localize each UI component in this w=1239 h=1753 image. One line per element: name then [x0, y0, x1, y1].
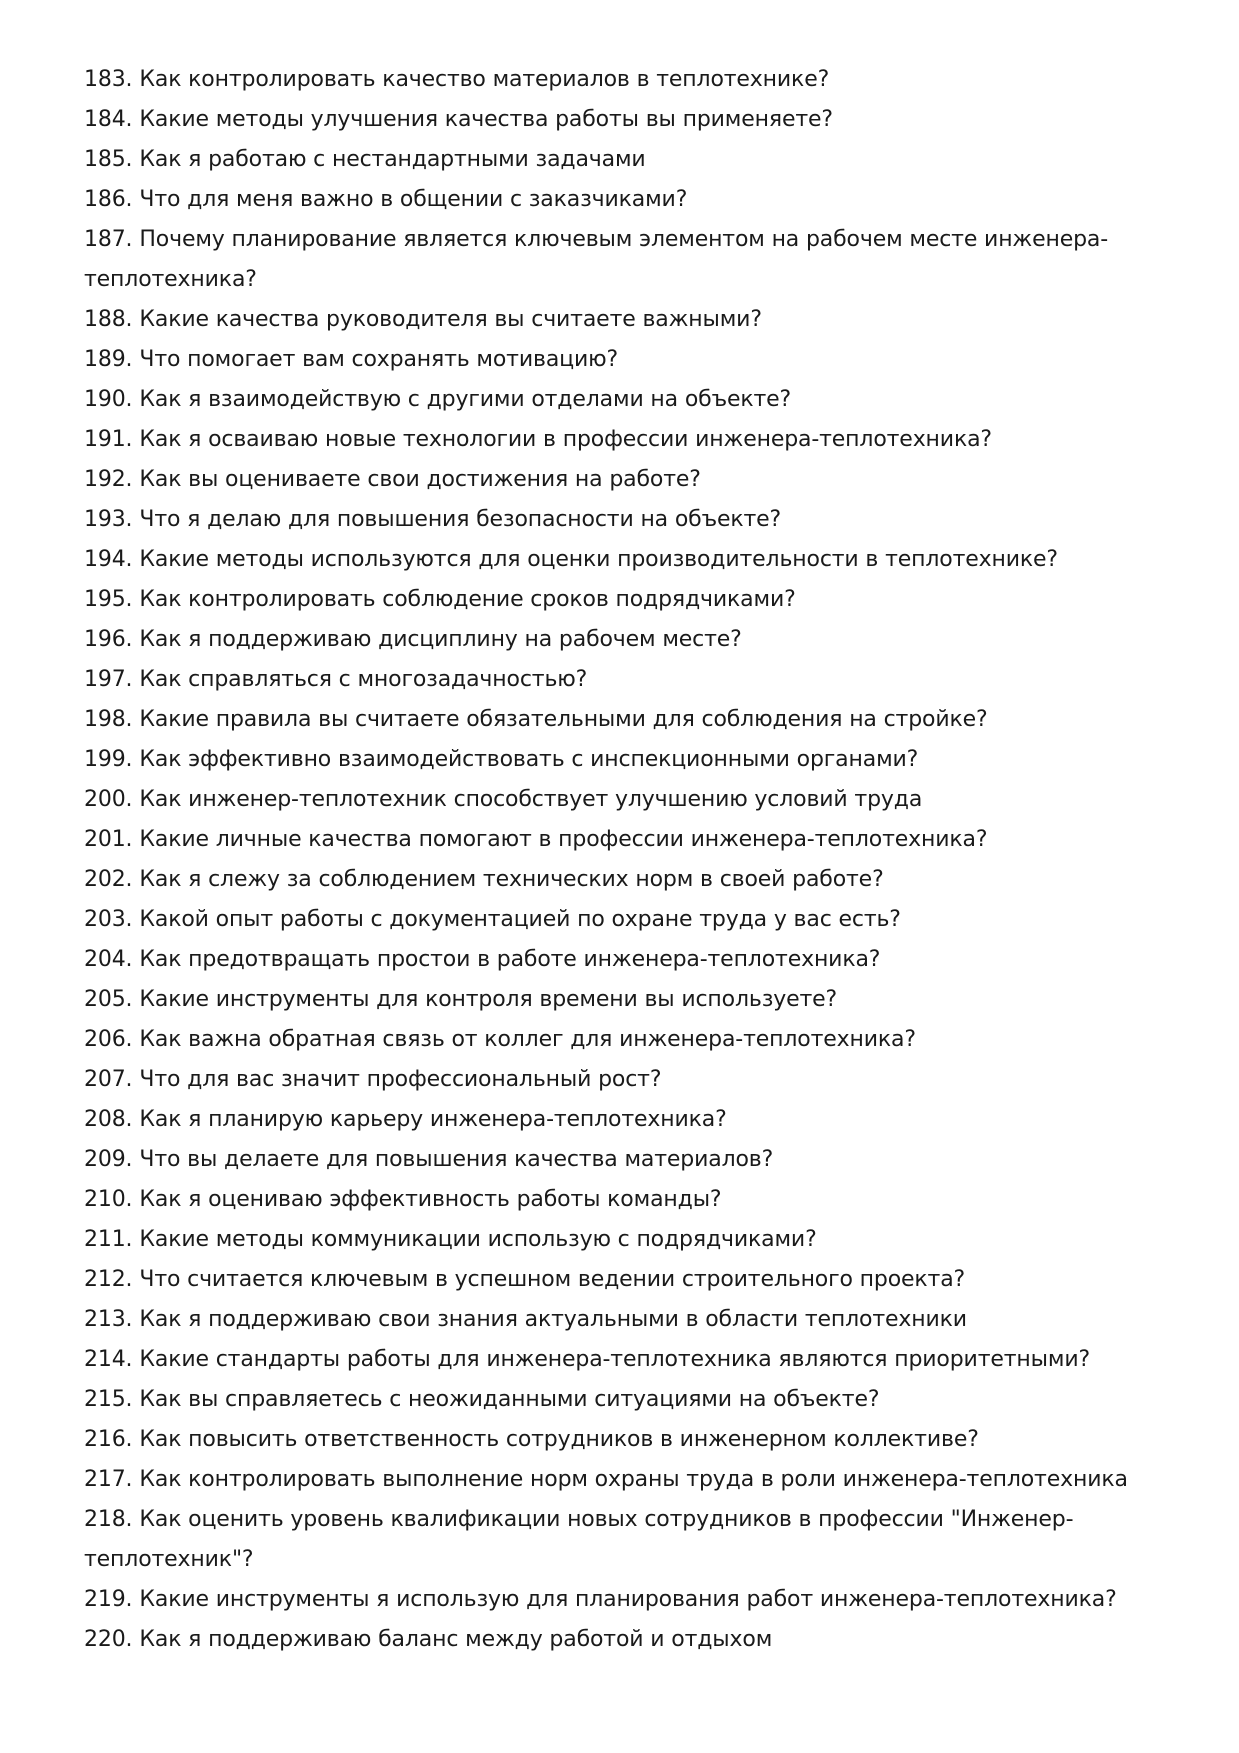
item-number: 196. — [84, 627, 133, 652]
list-item — [84, 580, 1164, 620]
item-number: 217. — [84, 1467, 133, 1492]
item-number: 188. — [84, 307, 133, 332]
item-text: Какие инструменты для контроля времени вы используете? — [139, 987, 838, 1012]
item-number: 195. — [84, 587, 133, 612]
item-text: Как я осваиваю новые технологии в профессии инженера-теплотехника? — [139, 427, 992, 452]
item-text: Как контролировать соблюдение сроков подрядчиками? — [139, 587, 796, 612]
item-number: 201. — [84, 827, 133, 852]
list-item — [84, 1500, 1164, 1580]
item-text: Что я делаю для повышения безопасности на объекте? — [139, 507, 782, 532]
item-text: Как я поддерживаю дисциплину на рабочем месте? — [139, 627, 742, 652]
item-number: 193. — [84, 507, 133, 532]
list-item — [84, 1100, 1164, 1140]
item-text: Почему планирование является ключевым элементом на рабочем месте инженера-теплотехника? — [84, 227, 1109, 292]
list-item — [84, 420, 1164, 460]
list-item — [84, 1180, 1164, 1220]
item-number: 186. — [84, 187, 133, 212]
list-item — [84, 460, 1164, 500]
item-number: 183. — [84, 67, 133, 92]
list-item — [84, 620, 1164, 660]
list-item — [84, 900, 1164, 940]
item-text: Как я работаю с нестандартными задачами — [139, 147, 646, 172]
list-item — [84, 1220, 1164, 1260]
item-number: 185. — [84, 147, 133, 172]
item-number: 213. — [84, 1307, 133, 1332]
list-item — [84, 1140, 1164, 1180]
item-number: 192. — [84, 467, 133, 492]
item-number: 206. — [84, 1027, 133, 1052]
item-text: Как контролировать качество материалов в теплотехнике? — [139, 67, 830, 92]
item-number: 208. — [84, 1107, 133, 1132]
list-item — [84, 1380, 1164, 1420]
list-item — [84, 180, 1164, 220]
list-item — [84, 940, 1164, 980]
item-text: Какие инструменты я использую для планирования работ инженера-теплотехника? — [139, 1587, 1117, 1612]
list-item — [84, 660, 1164, 700]
item-number: 220. — [84, 1627, 133, 1652]
list-item — [84, 860, 1164, 900]
item-text: Как я поддерживаю баланс между работой и отдыхом — [139, 1627, 773, 1652]
list-item — [84, 540, 1164, 580]
item-number: 191. — [84, 427, 133, 452]
item-number: 207. — [84, 1067, 133, 1092]
list-item — [84, 500, 1164, 540]
item-text: Как вы справляетесь с неожиданными ситуациями на объекте? — [139, 1387, 880, 1412]
item-number: 212. — [84, 1267, 133, 1292]
item-number: 197. — [84, 667, 133, 692]
item-text: Как контролировать выполнение норм охраны труда в роли инженера-теплотехника — [139, 1467, 1128, 1492]
list-item — [84, 1580, 1164, 1620]
list-item — [84, 1460, 1164, 1500]
item-text: Как инженер-теплотехник способствует улучшению условий труда — [139, 787, 923, 812]
item-text: Какие личные качества помогают в профессии инженера-теплотехника? — [139, 827, 988, 852]
item-number: 200. — [84, 787, 133, 812]
list-item — [84, 700, 1164, 740]
item-text: Какие качества руководителя вы считаете важными? — [139, 307, 762, 332]
item-number: 189. — [84, 347, 133, 372]
list-item — [84, 1340, 1164, 1380]
item-number: 216. — [84, 1427, 133, 1452]
item-number: 187. — [84, 227, 133, 252]
item-number: 199. — [84, 747, 133, 772]
list-item — [84, 380, 1164, 420]
item-text: Какие стандарты работы для инженера-теплотехника являются приоритетными? — [139, 1347, 1090, 1372]
item-text: Какие методы улучшения качества работы вы применяете? — [139, 107, 833, 132]
list-item — [84, 100, 1164, 140]
item-number: 211. — [84, 1227, 133, 1252]
item-text: Что помогает вам сохранять мотивацию? — [139, 347, 619, 372]
list-item — [84, 60, 1164, 100]
item-text: Как я взаимодействую с другими отделами на объекте? — [139, 387, 792, 412]
item-text: Какой опыт работы с документацией по охране труда у вас есть? — [139, 907, 901, 932]
item-text: Как я оцениваю эффективность работы команды? — [139, 1187, 722, 1212]
list-item — [84, 820, 1164, 860]
item-text: Как повысить ответственность сотрудников в инженерном коллективе? — [139, 1427, 979, 1452]
list-item — [84, 1020, 1164, 1060]
list-item — [84, 1420, 1164, 1460]
item-number: 202. — [84, 867, 133, 892]
list-item — [84, 1620, 1164, 1660]
item-text: Что для вас значит профессиональный рост? — [139, 1067, 662, 1092]
list-item — [84, 740, 1164, 780]
item-text: Какие методы используются для оценки производительности в теплотехнике? — [139, 547, 1058, 572]
item-text: Что для меня важно в общении с заказчиками? — [139, 187, 688, 212]
list-item — [84, 140, 1164, 180]
list-item — [84, 980, 1164, 1020]
item-number: 190. — [84, 387, 133, 412]
item-number: 219. — [84, 1587, 133, 1612]
list-item — [84, 780, 1164, 820]
item-number: 205. — [84, 987, 133, 1012]
list-item — [84, 220, 1164, 300]
item-number: 209. — [84, 1147, 133, 1172]
item-number: 204. — [84, 947, 133, 972]
list-item — [84, 1300, 1164, 1340]
list-item — [84, 340, 1164, 380]
item-number: 184. — [84, 107, 133, 132]
item-text: Как вы оцениваете свои достижения на работе? — [139, 467, 701, 492]
item-text: Как оценить уровень квалификации новых сотрудников в профессии "Инженер-теплотехник"? — [84, 1507, 1074, 1572]
item-text: Что считается ключевым в успешном ведении строительного проекта? — [139, 1267, 966, 1292]
question-list — [84, 60, 1164, 1660]
list-item — [84, 1260, 1164, 1300]
item-number: 218. — [84, 1507, 133, 1532]
item-number: 214. — [84, 1347, 133, 1372]
item-number: 203. — [84, 907, 133, 932]
item-text: Как я планирую карьеру инженера-теплотехника? — [139, 1107, 727, 1132]
item-text: Как важна обратная связь от коллег для инженера-теплотехника? — [139, 1027, 916, 1052]
item-number: 210. — [84, 1187, 133, 1212]
list-item — [84, 300, 1164, 340]
item-text: Какие методы коммуникации использую с подрядчиками? — [139, 1227, 817, 1252]
item-text: Как я поддерживаю свои знания актуальными в области теплотехники — [139, 1307, 967, 1332]
item-number: 215. — [84, 1387, 133, 1412]
item-number: 194. — [84, 547, 133, 572]
item-text: Как предотвращать простои в работе инженера-теплотехника? — [139, 947, 881, 972]
document-page — [84, 60, 1164, 1660]
item-text: Что вы делаете для повышения качества материалов? — [139, 1147, 774, 1172]
item-text: Как эффективно взаимодействовать с инспекционными органами? — [139, 747, 919, 772]
item-text: Как я слежу за соблюдением технических норм в своей работе? — [139, 867, 884, 892]
item-number: 198. — [84, 707, 133, 732]
list-item — [84, 1060, 1164, 1100]
item-text: Какие правила вы считаете обязательными для соблюдения на стройке? — [139, 707, 988, 732]
item-text: Как справляться с многозадачностью? — [139, 667, 588, 692]
